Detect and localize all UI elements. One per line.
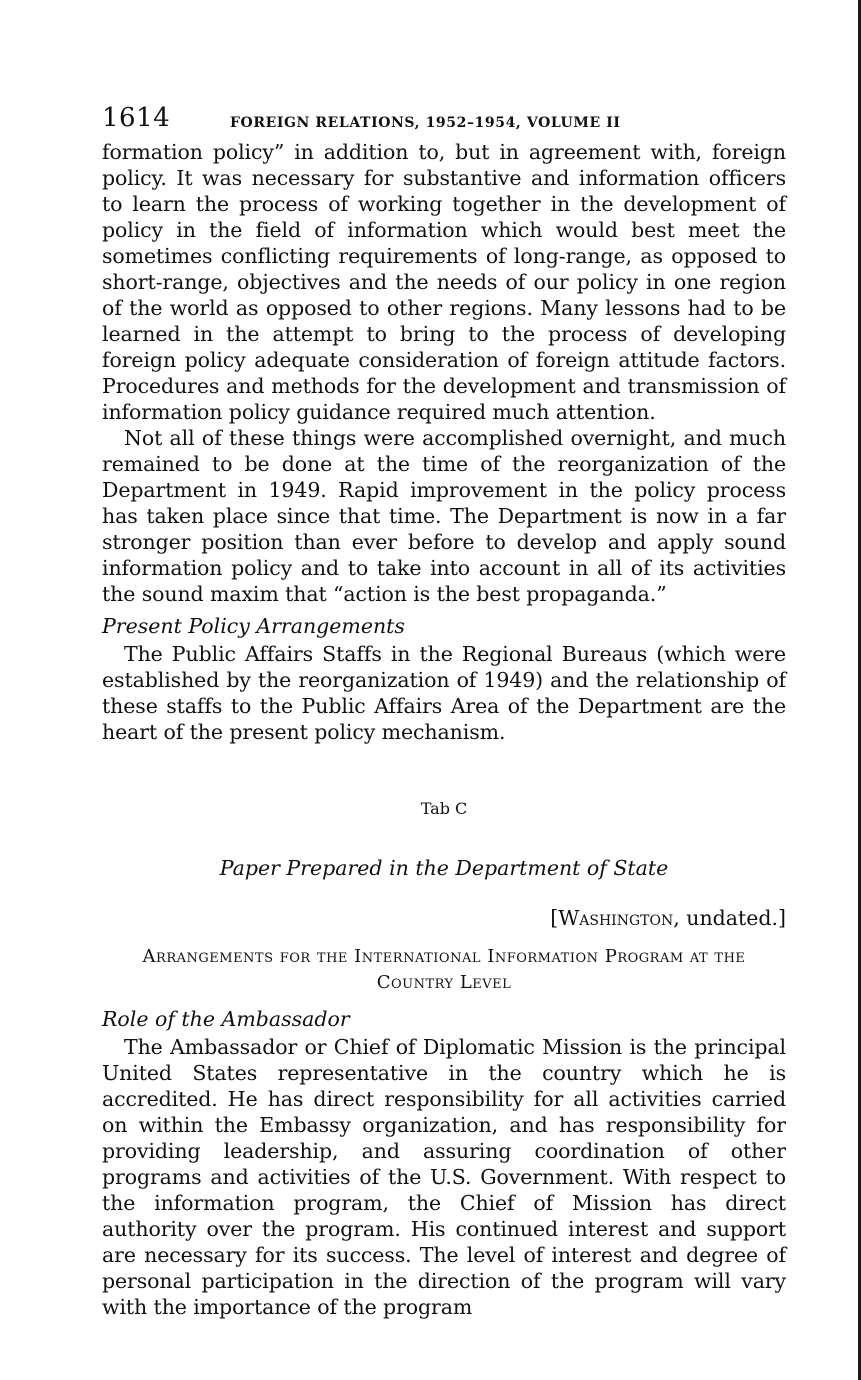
tab-label: Tab C — [420, 799, 468, 818]
dateline-rest: , undated.] — [673, 906, 786, 930]
paragraph: The Ambassador or Chief of Diplomatic Mission is the principal United States representative in the country which he is accredited. He has direct responsibility for all activities carried on within the Embassy organization, and has responsibility for providing leadership, and assuring coordination of other programs and activities of the U.S. Government. With respect to the information program, the Chief of Mission has direct authority over the program. His continued interest and support are necessary for its success. The level of interest and degree of personal participation in the direction of the program will vary with the importance of the program — [102, 1035, 786, 1319]
dateline — [102, 906, 786, 930]
dateline-open: [ — [550, 906, 559, 930]
paragraph-continued: formation policy” in addition to, but in agreement with, foreign policy. It was necessary for substantive and information officers to learn the process of working together in the development of policy in the field of information which would best meet the sometimes conflicting requirements of long-range, as opposed to short-range, objectives and the needs of our policy in one region of the world as opposed to other regions. Many lessons had to be learned in the attempt to bring to the process of developing foreign policy adequate consideration of foreign attitude factors. Procedures and methods for the development and transmission of information policy guidance required much attention. — [102, 140, 786, 424]
dateline-place: Washington — [558, 906, 674, 930]
document-title: Paper Prepared in the Department of State — [219, 856, 669, 880]
section-heading-present-policy: Present Policy Arrangements — [102, 614, 405, 638]
section-heading-role-of-ambassador: Role of the Ambassador — [102, 1007, 350, 1031]
main-heading: Arrangements for the International Information Program at the Country Level — [142, 946, 746, 993]
page-number: 1614 — [102, 103, 171, 133]
paragraph: The Public Affairs Staffs in the Regional Bureaus (which were established by the reorganization of 1949) and the relationship of these staffs to the Public Affairs Area of the Department are the heart of the present policy mechanism. — [102, 642, 786, 744]
document-page — [102, 103, 786, 1320]
page-header — [102, 103, 786, 139]
paragraph: Not all of these things were accomplished overnight, and much remained to be done at the time of the reorganization of the Department in 1949. Rapid improvement in the policy process has taken place since that time. The Department is now in a far stronger position than ever before to develop and apply sound information policy and to take into account in all of its activities the sound maxim that “action is the best propaganda.” — [102, 426, 786, 606]
running-head: FOREIGN RELATIONS, 1952–1954, VOLUME II — [230, 115, 621, 131]
